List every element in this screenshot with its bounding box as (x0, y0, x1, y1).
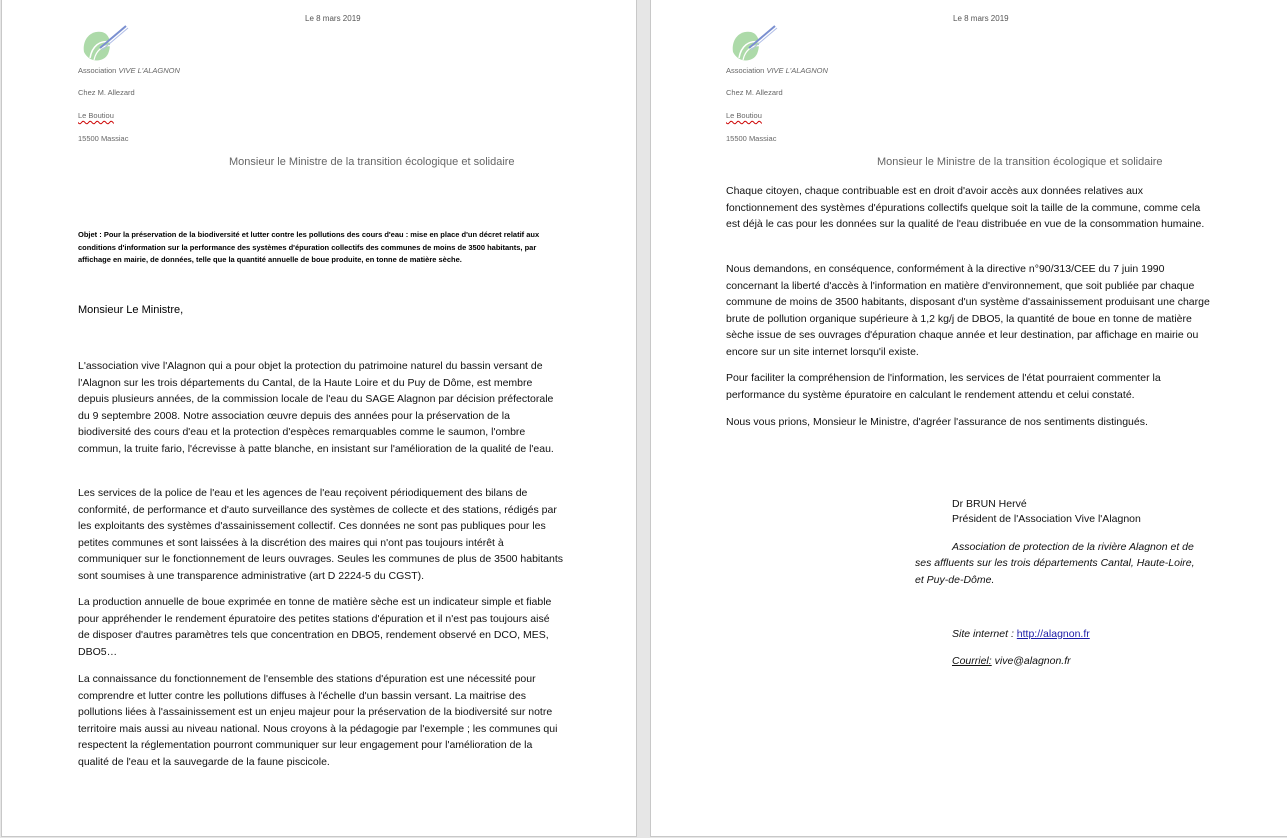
signature-description-line: ses affluents sur les trois départements Cantal, Haute-Loire, (915, 557, 1195, 569)
signature-description-line: Association de protection de la rivière Alagnon et de (952, 541, 1194, 553)
sender-association: Association VIVE L'ALAGNON (726, 66, 828, 75)
sender-city: 15500 Massiac (726, 134, 777, 143)
letter-page-2 (650, 0, 1287, 837)
website-link[interactable]: http://alagnon.fr (1016, 628, 1090, 640)
website-label: Site internet : (952, 628, 1017, 640)
recipient-line: Monsieur le Ministre de la transition écologique et solidaire (229, 156, 515, 168)
body-paragraph: Nous demandons, en conséquence, conformément à la directive n°90/313/CEE du 7 juin 1990 concernant la liberté d'accès à l'information en matière d'environnement, que soit publiée par chaque commune de moins de 3500 habitants, disposant d'un système d'assainissement produisant une charge brute de pollution organique supérieure à 1,2 kg/j de DBO5, la quantité de boue en tonne de matière sèche issue de ses ouvrages d'épuration chaque année et leur destination, par affichage en mairie ou encore sur un site internet lorsqu'il existe. (726, 263, 1210, 358)
letter-date: Le 8 mars 2019 (953, 14, 1009, 23)
body-paragraph: Chaque citoyen, chaque contribuable est en droit d'avoir accès aux données relatives aux fonctionnement des systèmes d'épurations collectifs quelque soit la taille de la commune, comme cela est déjà le cas pour les données sur la qualité de l'eau distribuée en vue de la consommation humaine. (726, 185, 1205, 231)
letter-page-1 (1, 0, 637, 837)
association-logo-icon (80, 22, 130, 66)
signature-role: Président de l'Association Vive l'Alagnon (952, 513, 1141, 525)
letter-date: Le 8 mars 2019 (305, 14, 361, 23)
body-paragraph: La connaissance du fonctionnement de l'ensemble des stations d'épuration est une nécessité pour comprendre et lutter contre les pollutions diffuses à l'échelle d'un bassin versant. La maitrise des pollutions liées à l'assainissement est un enjeu majeur pour la préservation de la biodiversité sur notre territoire mais aussi au niveau national. Nous croyons à la pédagogie par l'exemple ; les communes qui respectent la réglementation pourront communiquer sur leur engagement pour l'amélioration de la qualité de l'eau et la sauvegarde de la faune piscicole. (78, 673, 558, 768)
sender-association: Association VIVE L'ALAGNON (78, 66, 180, 75)
body-paragraph: Pour faciliter la compréhension de l'information, les services de l'état pourraient commenter la performance du système épuratoire en calculant le rendement attendu et celui constaté. (726, 372, 1161, 401)
sender-chez: Chez M. Allezard (726, 88, 783, 97)
signature-description-line: et Puy-de-Dôme. (915, 574, 995, 586)
signature-name: Dr BRUN Hervé (952, 498, 1027, 510)
letter-subject: Objet : Pour la préservation de la biodiversité et lutter contre les pollutions des cours d'eau : mise en place d'un décret relatif aux conditions d'information sur la performance des systèmes d'épuration collectifs des communes de moins de 3500 habitants, par affichage en mairie, de données, telle que la quantité annuelle de boue produite, en tonne de matière sèche. (78, 230, 540, 264)
sender-city: 15500 Massiac (78, 134, 129, 143)
body-paragraph: L'association vive l'Alagnon qui a pour objet la protection du patrimoine naturel du bassin versant de l'Alagnon sur les trois départements du Cantal, de la Haute Loire et du Puy de Dôme, est membre depuis plusieurs années, de la commission locale de l'eau du SAGE Alagnon par décision préfectorale du 9 septembre 2008. Notre association œuvre depuis des années pour la préservation de la biodiversité des cours d'eau et la protection d'espèces remarquables comme le saumon, l'ombre commun, la truite fario, l'écrevisse à patte blanche, en insistant sur l'amélioration de la qualité de l'eau. (78, 360, 554, 455)
sender-place: Le Boutiou (78, 111, 114, 120)
email-value: vive@alagnon.fr (991, 655, 1071, 667)
association-logo-icon (729, 22, 779, 66)
website-line (952, 626, 1090, 642)
recipient-line: Monsieur le Ministre de la transition écologique et solidaire (877, 156, 1163, 168)
body-paragraph: La production annuelle de boue exprimée en tonne de matière sèche est un indicateur simple et fiable pour appréhender le rendement épuratoire des petites stations d'épuration et il n'est pas toujours aisé de disposer d'autres paramètres tels que concentration en DBO5, rendement observé en DCO, MES, DBO5… (78, 596, 552, 658)
sender-place: Le Boutiou (726, 111, 762, 120)
salutation: Monsieur Le Ministre, (78, 304, 184, 316)
email-label: Courriel: (952, 655, 992, 667)
sender-chez: Chez M. Allezard (78, 88, 135, 97)
body-paragraph: Nous vous prions, Monsieur le Ministre, d'agréer l'assurance de nos sentiments distingués. (726, 416, 1148, 428)
body-paragraph: Les services de la police de l'eau et les agences de l'eau reçoivent périodiquement des bilans de conformité, de performance et d'auto surveillance des systèmes de collecte et des stations, rédigés par les exploitants des systèmes d'assainissement collectif. Ces données ne sont pas publiques pour les petites communes et sont laissées à la discrétion des maires qui n'ont pas toujours intérêt à communiquer sur le fonctionnement de leurs ouvrages. Seules les communes de plus de 3500 habitants sont soumises à une transparence administrative (art D 2224-5 du CGST). (78, 487, 564, 582)
email-line (952, 653, 1071, 669)
